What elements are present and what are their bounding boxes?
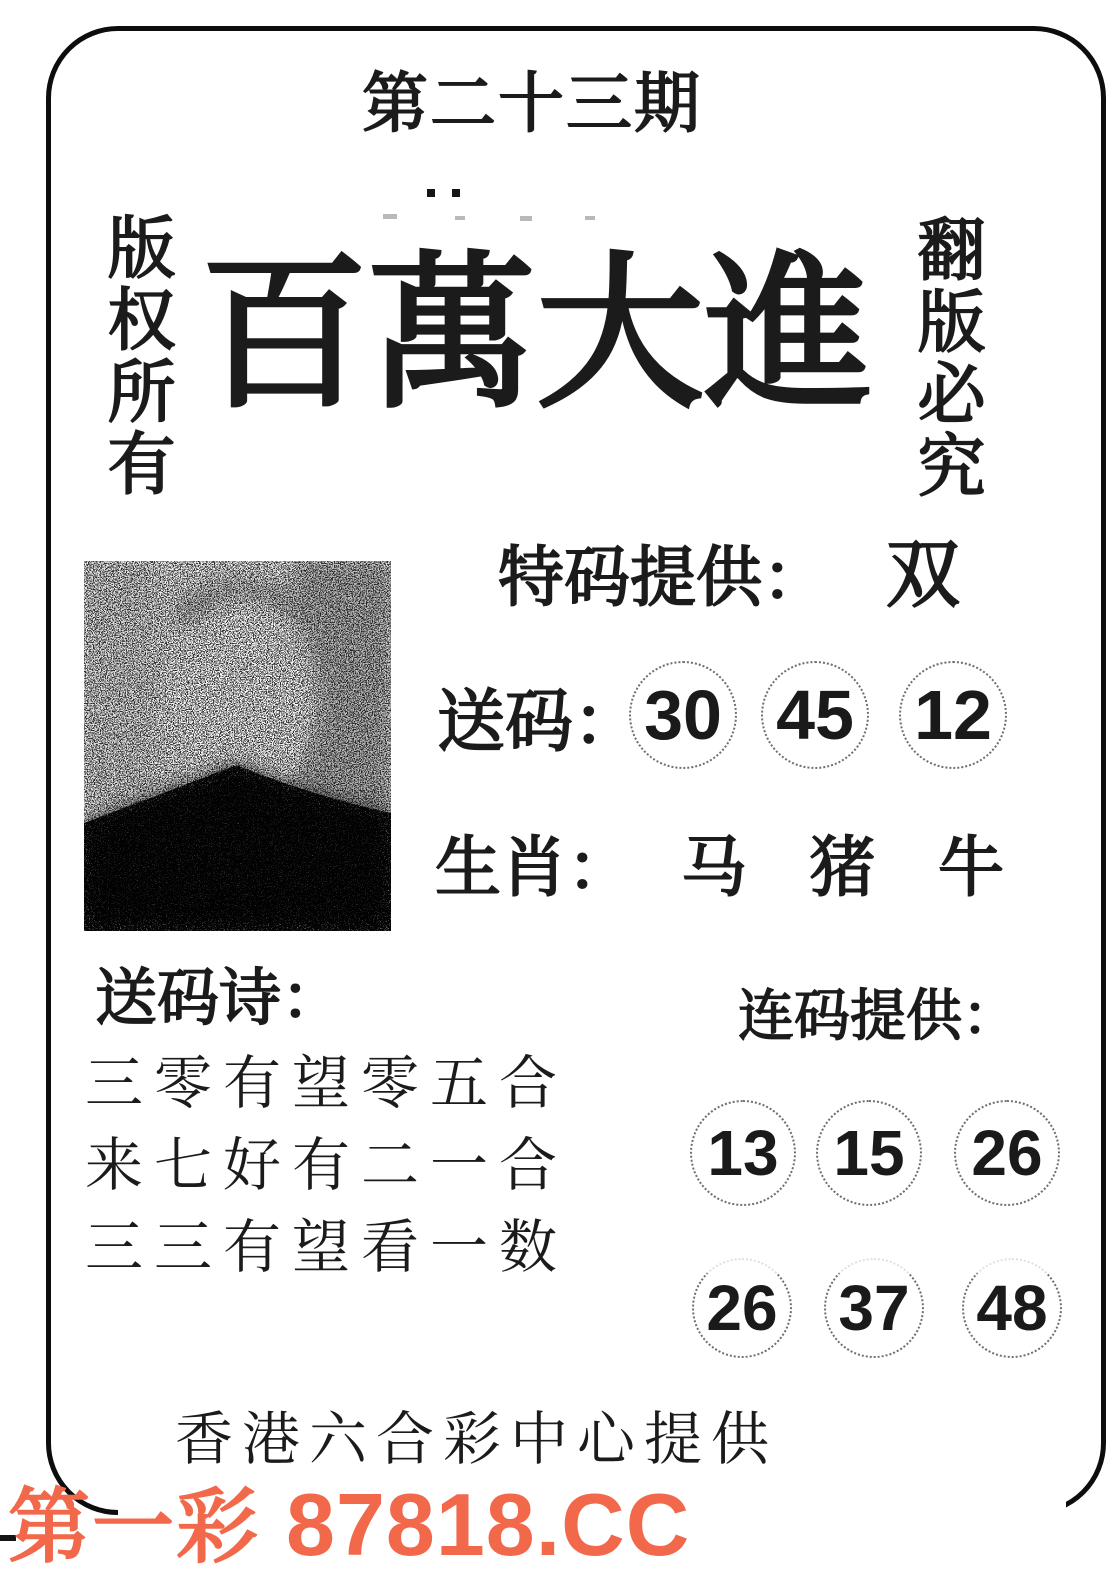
print-smudge	[455, 216, 465, 220]
main-title: 百萬大進	[200, 243, 872, 429]
provider-footer: 香港六合彩中心提供	[175, 1407, 779, 1472]
issue-title: 第二十三期	[362, 68, 702, 141]
number-ball-value: 48	[976, 1272, 1048, 1344]
send-code-label: 送码：	[437, 684, 642, 760]
print-dot	[452, 189, 460, 197]
print-dot	[427, 189, 435, 197]
special-code-value: 双	[886, 535, 960, 617]
number-ball	[962, 1258, 1062, 1358]
number-ball-value: 26	[971, 1117, 1043, 1189]
site-watermark	[8, 1462, 690, 1576]
number-ball	[954, 1100, 1060, 1206]
special-code-line	[498, 516, 960, 622]
number-ball	[629, 661, 737, 769]
print-smudge	[520, 216, 532, 221]
number-ball	[692, 1258, 792, 1358]
consecutive-codes-label: 连码提供：	[738, 986, 1018, 1048]
print-smudge	[585, 216, 595, 220]
number-ball-value: 26	[706, 1272, 778, 1344]
poem-line-1: 三零有望零五合	[85, 1051, 569, 1116]
number-ball-value: 45	[776, 676, 854, 754]
portrait-photo	[84, 561, 391, 931]
copyright-right-text: 翻版必究	[908, 214, 984, 502]
print-smudge	[383, 214, 397, 219]
zodiac-label: 生肖：	[435, 832, 633, 905]
zodiac-values: 马 猪 牛	[681, 832, 1004, 905]
number-ball	[824, 1258, 924, 1358]
poem-line-2: 来七好有二一合	[85, 1133, 569, 1198]
number-ball-value: 30	[644, 676, 722, 754]
poem-title: 送码诗：	[95, 965, 344, 1033]
portrait-photo-graphic	[84, 561, 391, 931]
number-ball-value: 15	[833, 1117, 905, 1189]
number-ball	[816, 1100, 922, 1206]
number-ball	[761, 661, 869, 769]
special-code-label: 特码提供：	[498, 542, 828, 615]
site-name: 第一彩	[8, 1482, 261, 1573]
number-ball-value: 12	[914, 676, 992, 754]
number-ball-value: 13	[707, 1117, 779, 1189]
number-ball	[899, 661, 1007, 769]
copyright-left-text: 版权所有	[98, 212, 174, 500]
number-ball-value: 37	[838, 1272, 910, 1344]
site-url: 87818.CC	[286, 1475, 691, 1574]
number-ball	[690, 1100, 796, 1206]
zodiac-line	[435, 814, 1004, 909]
poem-line-3: 三三有望看一数	[85, 1215, 569, 1280]
